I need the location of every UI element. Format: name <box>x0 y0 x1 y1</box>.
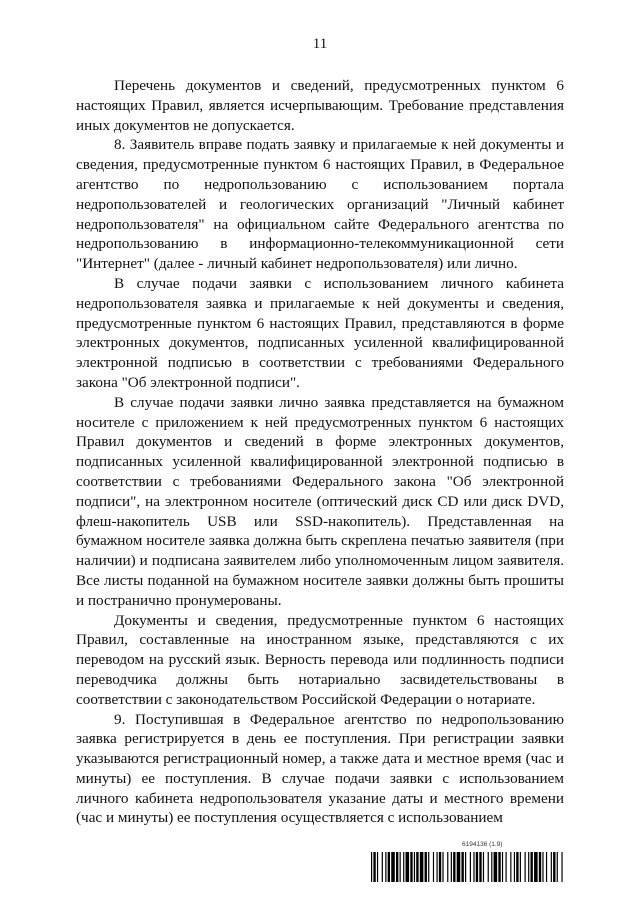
page-number: 11 <box>312 36 328 52</box>
paragraph-electronic-submission: В случае подачи заявки с использованием личного кабинета недропользователя заявка и прилагаемые к ней документы и сведения, предусмотренные пунктом 6 настоящих Правил, представляются в форме электронных документов, подписанных усиленной квалифицированной электронной подписью в соответствии с требованиями Федерального закона "Об электронной подписи". <box>76 274 564 391</box>
paragraph-paper-submission: В случае подачи заявки лично заявка представляется на бумажном носителе с приложением к ней предусмотренных пунктом 6 настоящих Правил документов и сведений в форме электронных документов, подписанных усиленной квалифицированной электронной подписью в соответствии с требованиями Федерального закона "Об электронной подписи", на электронном носителе (оптический диск CD или диск DVD, флеш-накопитель USB или SSD-накопитель). Представленная на бумажном носителе заявка должна быть скреплена печатью заявителя (при наличии) и подписана заявителем либо уполномоченным лицом заявителя. Все листы поданной на бумажном носителе заявки должны быть прошиты и постранично пронумерованы. <box>76 393 564 609</box>
paragraph-section-9: 9. Поступившая в Федеральное агентство по недропользованию заявка регистрируется в день ее поступления. При регистрации заявки указываются регистрационный номер, а также дата и местное время (час и минуты) ее поступления. В случае подачи заявки с использованием личного кабинета недропользователя указание даты и местного времени (час и минуты) ее поступления осуществляется с использованием <box>76 710 564 827</box>
document-body <box>76 76 564 828</box>
document-code: 6194136 (1.9) <box>462 841 503 848</box>
paragraph-foreign-language: Документы и сведения, предусмотренные пунктом 6 настоящих Правил, составленные на иностранном языке, представляются с их переводом на русский язык. Верность перевода или подлинность подписи переводчика должны быть нотариально засвидетельствованы в соответствии с законодательством Российской Федерации о нотариате. <box>76 611 564 708</box>
barcode-image <box>371 852 565 882</box>
paragraph-section-8: 8. Заявитель вправе подать заявку и прилагаемые к ней документы и сведения, предусмотренные пунктом 6 настоящих Правил, в Федеральное агентство по недропользованию с использованием портала недропользователей и геологических организаций "Личный кабинет недропользователя" на официальном сайте Федерального агентства по недропользованию в информационно-телекоммуникационной сети "Интернет" (далее - личный кабинет недропользователя) или лично. <box>76 136 564 273</box>
paragraph-list-exhaustive: Перечень документов и сведений, предусмотренных пунктом 6 настоящих Правил, является исчерпывающим. Требование представления иных документов не допускается. <box>76 77 564 134</box>
